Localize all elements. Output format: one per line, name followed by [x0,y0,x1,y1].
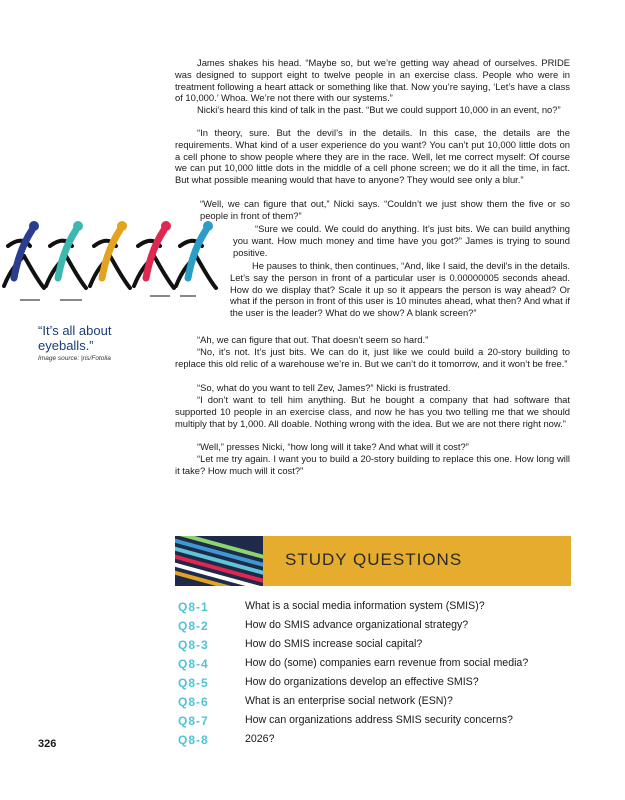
question-row [178,676,578,692]
question-text: How do organizations develop an effective SMIS? [245,676,479,688]
question-number: Q8-1 [178,600,209,614]
paragraph-8: “No, it’s not. It’s just bits. We can do it, just like we could build a 20-story building to replace this old relic of a warehouse we’re in. But we can’t do it tomorrow, and it won’t be free.” [175,346,570,369]
question-text: How do SMIS increase social capital? [245,638,423,650]
question-number: Q8-7 [178,714,209,728]
study-questions-bar [263,536,571,586]
question-row [178,657,578,673]
question-row [178,695,578,711]
question-number: Q8-2 [178,619,209,633]
study-questions-header [175,536,571,586]
image-source-credit: Image source: |ris/Fotolia [38,355,111,362]
question-number: Q8-4 [178,657,209,671]
paragraph-1: James shakes his head. “Maybe so, but we’re getting way ahead of ourselves. PRIDE was designed to support eight to twelve people in an exercise class. People who were in treatment following a heart attack or something like that. Now you’re saying, ‘Let’s have a class of 10,000.’ Whoa. We’re not there with our systems.” [175,57,570,104]
question-row [178,714,578,730]
question-text: How can organizations address SMIS security concerns? [245,714,513,726]
runners-illustration [0,216,222,306]
question-row [178,733,578,749]
paragraph-11: “Well,” presses Nicki, “how long will it take? And what will it cost?” [197,441,469,452]
question-number: Q8-5 [178,676,209,690]
abstract-stripes-image [175,536,263,586]
paragraph-12: “Let me try again. I want you to build a 20-story building to replace this one. How long will it take? How much will it cost?” [175,453,570,476]
question-number: Q8-3 [178,638,209,652]
paragraph-4: “Well, we can figure that out,” Nicki says. “Couldn’t we just show them the five or so people in front of them?” [200,198,570,221]
question-number: Q8-6 [178,695,209,709]
paragraph-7: “Ah, we can figure that out. That doesn’t seem so hard.” [197,334,429,345]
question-number: Q8-8 [178,733,209,747]
paragraph-10: “I don’t want to tell him anything. But he bought a company that had software that supported 10 people in an exercise class, and now he has you two telling me that we should multiply that by 1,000. All doable. Nothing wrong with the idea. But we are not there right now.” [175,394,570,429]
paragraph-6: He pauses to think, then continues, “And, like I said, the devil’s in the details. Let’s say the person in front of a particular user is 0.00000005 seconds ahead. How do we display that? Scale it up so it appears the person is way ahead? Or what if the person in front of this user is 10 minutes ahead, what then? And what if the user is the leader? What do we show? A blank screen?” [230,260,570,319]
paragraph-3: “In theory, sure. But the devil’s in the details. In this case, the details are the requirements. What kind of a user experience do you want? You can’t put 10,000 little dots on a cell phone to show people where they are in the race. Well, let me correct myself: Of course we can put 10,000 little dots in the middle of a cell phone screen; we do it all the time, in fact. But what possible meaning would that have to anyone? They would see only a blur.” [175,127,570,186]
question-text: How do (some) companies earn revenue from social media? [245,657,529,669]
question-row [178,619,578,635]
paragraph-9: “So, what do you want to tell Zev, James?” Nicki is frustrated. [197,382,451,393]
question-row [178,600,578,616]
study-questions-title: STUDY QUESTIONS [285,550,463,569]
question-text: What is an enterprise social network (ESN)? [245,695,453,707]
question-text: What is a social media information system (SMIS)? [245,600,485,612]
paragraph-5: “Sure we could. We could do anything. It’s just bits. We can build anything you want. How much money and time have you got?” James is trying to sound positive. [233,223,570,258]
pull-quote-text: “It’s all about eyeballs.” [38,323,112,353]
question-text: 2026? [245,733,275,745]
question-text: How do SMIS advance organizational strategy? [245,619,469,631]
page-number: 326 [38,738,57,750]
paragraph-2: Nicki’s heard this kind of talk in the past. “But we could support 10,000 in an event, no?” [197,104,561,115]
pull-quote [38,323,158,362]
question-row [178,638,578,654]
